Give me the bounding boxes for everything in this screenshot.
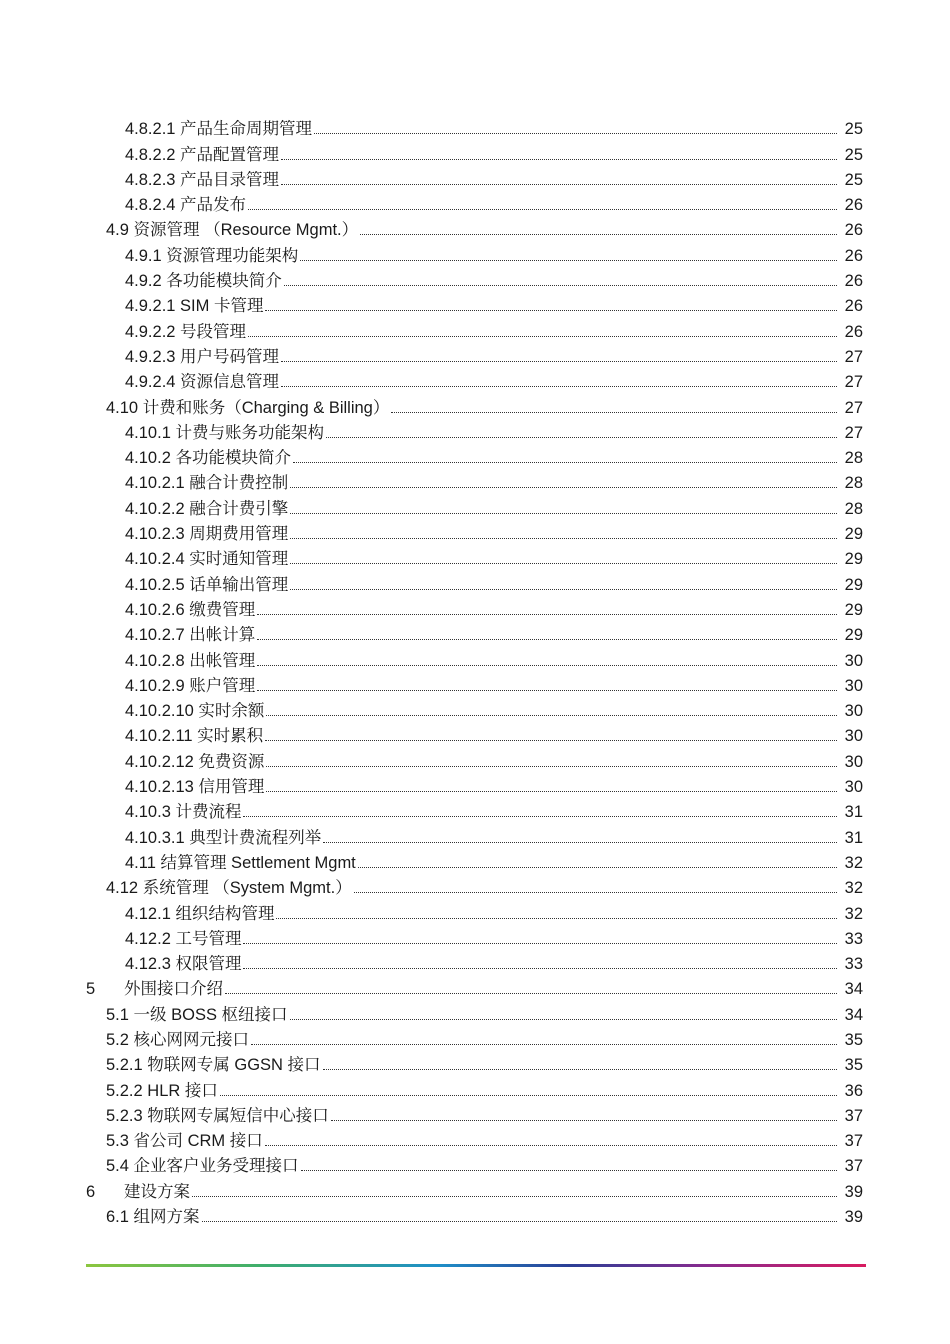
- toc-title-text: 4.12.3 权限管理: [125, 955, 242, 974]
- toc-page-number: 32: [844, 853, 863, 872]
- toc-page-number: 31: [844, 803, 863, 822]
- toc-dot-leader: [293, 462, 837, 463]
- toc-title-text: 4.9.2.2 号段管理: [125, 322, 247, 341]
- toc-title-text: 4.9.2 各功能模块简介: [125, 272, 282, 291]
- toc-entry-title: [125, 828, 321, 848]
- toc-title-text: 4.9.2.3 用户号码管理: [125, 347, 280, 366]
- toc-entry-title: [106, 878, 352, 898]
- toc-title-text: 4.8.2.1 产品生命周期管理: [125, 120, 313, 139]
- toc-entry[interactable]: [0, 1077, 950, 1102]
- toc-page-number: 32: [844, 904, 863, 923]
- toc-dot-leader: [192, 1196, 837, 1197]
- toc-page-number: 28: [844, 474, 863, 493]
- toc-page-number: 32: [844, 879, 863, 898]
- toc-entry-title: [125, 246, 298, 266]
- toc-title-text: 4.9.2.1 SIM 卡管理: [125, 297, 264, 316]
- toc-entry-title: [125, 372, 279, 392]
- toc-title-text: 4.10.2.10 实时余额: [125, 702, 265, 721]
- toc-title-text: 4.12.1 组织结构管理: [125, 904, 275, 923]
- toc-entry-title: [125, 423, 324, 443]
- toc-title-text: 5.2 核心网网元接口: [106, 1030, 250, 1049]
- toc-entry-title: [125, 499, 288, 519]
- toc-entry[interactable]: [0, 546, 950, 571]
- toc-title-text: 6.1 组网方案: [106, 1208, 200, 1227]
- toc-page-number: 27: [844, 373, 863, 392]
- toc-entry-title: [125, 347, 279, 367]
- toc-entry-title: [125, 322, 246, 342]
- toc-dot-leader: [202, 1221, 837, 1222]
- toc-chapter-number: 5: [86, 980, 96, 999]
- toc-dot-leader: [266, 791, 837, 792]
- toc-page-number: 25: [844, 120, 863, 139]
- toc-title-text: 4.10.2.12 免费资源: [125, 752, 265, 771]
- toc-dot-leader: [290, 563, 837, 564]
- toc-dot-leader: [331, 1120, 837, 1121]
- toc-title-text: 4.10.3 计费流程: [125, 803, 242, 822]
- toc-entry[interactable]: [0, 1027, 950, 1052]
- toc-entry-title: [125, 777, 264, 797]
- toc-entry[interactable]: [0, 1103, 950, 1128]
- toc-page-number: 35: [844, 1030, 863, 1049]
- toc-title-text: 4.10.2.8 出帐管理: [125, 651, 256, 670]
- toc-dot-leader: [266, 766, 837, 767]
- toc-entry-title: [125, 651, 255, 671]
- toc-title-text: 4.8.2.2 产品配置管理: [125, 145, 280, 164]
- toc-entry-title: [125, 524, 288, 544]
- toc-entry-title: [106, 398, 389, 418]
- toc-entry[interactable]: [0, 774, 950, 799]
- toc-entry[interactable]: [0, 1052, 950, 1077]
- toc-dot-leader: [284, 285, 837, 286]
- toc-page-number: 27: [844, 398, 863, 417]
- toc-title-text: 4.10.3.1 典型计费流程列举: [125, 828, 322, 847]
- toc-entry-title: [125, 195, 246, 215]
- toc-dot-leader: [265, 740, 837, 741]
- toc-page-number: 25: [844, 170, 863, 189]
- toc-entry-title: [125, 473, 288, 493]
- toc-page-number: 31: [844, 828, 863, 847]
- toc-title-text: 5.4 企业客户业务受理接口: [106, 1157, 299, 1176]
- toc-entry[interactable]: [0, 1153, 950, 1178]
- toc-dot-leader: [300, 260, 837, 261]
- toc-entry-title: [125, 145, 279, 165]
- toc-entry[interactable]: [0, 445, 950, 470]
- toc-title-text: 4.10.2.5 话单输出管理: [125, 575, 289, 594]
- toc-entry-title: [125, 625, 255, 645]
- toc-page-number: 30: [844, 702, 863, 721]
- toc-title-text: 5.2.1 物联网专属 GGSN 接口: [106, 1056, 321, 1075]
- toc-entry[interactable]: [0, 192, 950, 217]
- toc-entry-title: [106, 1030, 249, 1050]
- toc-entry-title: [86, 1182, 190, 1202]
- toc-dot-leader: [243, 816, 837, 817]
- toc-page-number: 30: [844, 651, 863, 670]
- toc-entry[interactable]: [0, 167, 950, 192]
- toc-entry[interactable]: [0, 824, 950, 849]
- toc-entry-title: [125, 904, 274, 924]
- toc-entry[interactable]: [0, 394, 950, 419]
- toc-entry-title: [125, 549, 288, 569]
- toc-entry[interactable]: [0, 723, 950, 748]
- toc-title-text: 4.9.2.4 资源信息管理: [125, 373, 280, 392]
- toc-title-text: 4.8.2.4 产品发布: [125, 196, 247, 215]
- toc-page-number: 29: [844, 600, 863, 619]
- toc-dot-leader: [290, 1019, 837, 1020]
- toc-entry-title: [125, 752, 264, 772]
- toc-entry-title: [106, 220, 358, 240]
- toc-entry[interactable]: [0, 116, 950, 141]
- toc-title-text: 4.9.1 资源管理功能架构: [125, 246, 299, 265]
- toc-dot-leader: [360, 234, 837, 235]
- toc-title-text: 4.10.2.13 信用管理: [125, 778, 265, 797]
- toc-page-number: 39: [844, 1208, 863, 1227]
- toc-page-number: 34: [844, 1005, 863, 1024]
- toc-entry-title: [106, 1005, 288, 1025]
- toc-entry-title: [125, 600, 255, 620]
- toc-entry[interactable]: [0, 571, 950, 596]
- toc-entry[interactable]: [0, 318, 950, 343]
- toc-page-number: 26: [844, 246, 863, 265]
- toc-dot-leader: [220, 1095, 837, 1096]
- toc-title-text: 建设方案: [124, 1182, 190, 1201]
- toc-entry-title: [125, 726, 263, 746]
- toc-dot-leader: [290, 513, 837, 514]
- toc-title-text: 4.10.2.11 实时累积: [125, 727, 264, 746]
- toc-entry[interactable]: [0, 1001, 950, 1026]
- toc-entry[interactable]: [0, 748, 950, 773]
- toc-dot-leader: [243, 943, 837, 944]
- toc-page-number: 37: [844, 1132, 863, 1151]
- toc-page-number: 28: [844, 499, 863, 518]
- toc-entry[interactable]: [0, 875, 950, 900]
- toc-entry-title: [125, 119, 312, 139]
- toc-title-text: 4.10 计费和账务（Charging & Billing）: [106, 398, 390, 417]
- toc-chapter-number: 6: [86, 1182, 96, 1201]
- toc-page-number: 37: [844, 1106, 863, 1125]
- toc-page-number: 34: [844, 980, 863, 999]
- toc-page-number: 26: [844, 322, 863, 341]
- toc-page-number: 33: [844, 929, 863, 948]
- toc-dot-leader: [266, 715, 837, 716]
- toc-title-text: 4.10.2.9 账户管理: [125, 676, 256, 695]
- toc-dot-leader: [257, 665, 837, 666]
- toc-title-text: 4.10.2.2 融合计费引擎: [125, 499, 289, 518]
- toc-entry[interactable]: [0, 597, 950, 622]
- toc-title-text: 4.10.2.1 融合计费控制: [125, 474, 289, 493]
- toc-page-number: 30: [844, 727, 863, 746]
- toc-dot-leader: [257, 614, 837, 615]
- toc-page-number: 30: [844, 778, 863, 797]
- toc-title-text: 4.10.2.3 周期费用管理: [125, 525, 289, 544]
- toc-entry-title: [106, 1131, 263, 1151]
- toc-title-text: 4.10.2.4 实时通知管理: [125, 550, 289, 569]
- toc-page-number: 33: [844, 955, 863, 974]
- toc-dot-leader: [225, 993, 837, 994]
- toc-page-number: 30: [844, 676, 863, 695]
- toc-entry[interactable]: [0, 1128, 950, 1153]
- toc-entry-title: [125, 929, 241, 949]
- toc-page-number: 25: [844, 145, 863, 164]
- toc-title-text: 5.1 一级 BOSS 枢纽接口: [106, 1005, 288, 1024]
- toc-entry-title: [125, 575, 288, 595]
- toc-entry[interactable]: [0, 521, 950, 546]
- toc-title-text: 4.10.2 各功能模块简介: [125, 449, 291, 468]
- toc-page-number: 27: [844, 423, 863, 442]
- toc-dot-leader: [281, 184, 837, 185]
- toc-page-number: 26: [844, 297, 863, 316]
- toc-title-text: 5.2.3 物联网专属短信中心接口: [106, 1106, 329, 1125]
- toc-entry[interactable]: [0, 698, 950, 723]
- toc-page-number: 29: [844, 525, 863, 544]
- toc-page-number: 37: [844, 1157, 863, 1176]
- toc-dot-leader: [290, 589, 837, 590]
- toc-dot-leader: [248, 209, 837, 210]
- toc-dot-leader: [391, 412, 837, 413]
- toc-entry[interactable]: [0, 344, 950, 369]
- toc-page-number: 28: [844, 449, 863, 468]
- toc-entry-title: [125, 271, 282, 291]
- toc-page-number: 29: [844, 575, 863, 594]
- toc-title-text: 4.11 结算管理 Settlement Mgmt: [125, 853, 356, 872]
- toc-entry-title: [106, 1207, 200, 1227]
- toc-page-number: 29: [844, 626, 863, 645]
- toc-title-text: 4.12.2 工号管理: [125, 929, 242, 948]
- toc-entry-title: [125, 676, 255, 696]
- toc-dot-leader: [276, 918, 837, 919]
- toc-title-text: 4.10.2.7 出帐计算: [125, 626, 256, 645]
- toc-dot-leader: [243, 968, 837, 969]
- toc-entry[interactable]: [0, 926, 950, 951]
- toc-entry[interactable]: [0, 242, 950, 267]
- toc-dot-leader: [314, 133, 837, 134]
- toc-title-text: 4.9 资源管理 （Resource Mgmt.）: [106, 221, 359, 240]
- toc-entry-title: [86, 979, 223, 999]
- toc-entry[interactable]: [0, 268, 950, 293]
- toc-page-number: 30: [844, 752, 863, 771]
- toc-entry-title: [106, 1156, 299, 1176]
- toc-dot-leader: [281, 386, 837, 387]
- toc-entry[interactable]: [0, 673, 950, 698]
- toc-entry[interactable]: [0, 900, 950, 925]
- toc-title-text: 5.3 省公司 CRM 接口: [106, 1132, 263, 1151]
- toc-page-number: 35: [844, 1056, 863, 1075]
- toc-title-text: 外围接口介绍: [124, 980, 223, 999]
- toc-entry-title: [106, 1055, 321, 1075]
- toc-entry-title: [125, 954, 241, 974]
- toc-title-text: 4.12 系统管理 （System Mgmt.）: [106, 879, 352, 898]
- toc-entry-title: [125, 448, 291, 468]
- toc-entry[interactable]: [0, 622, 950, 647]
- toc-entry[interactable]: [0, 1178, 950, 1203]
- toc-entry-title: [125, 170, 279, 190]
- toc-entry[interactable]: [0, 1204, 950, 1229]
- toc-entry-title: [125, 802, 241, 822]
- toc-dot-leader: [290, 487, 837, 488]
- toc-dot-leader: [265, 1145, 837, 1146]
- toc-entry-title: [106, 1081, 218, 1101]
- toc-entry[interactable]: [0, 495, 950, 520]
- toc-entry[interactable]: [0, 470, 950, 495]
- toc-dot-leader: [354, 892, 837, 893]
- toc-entry[interactable]: [0, 217, 950, 242]
- toc-entry[interactable]: [0, 850, 950, 875]
- toc-entry[interactable]: [0, 420, 950, 445]
- toc-page-number: 39: [844, 1182, 863, 1201]
- toc-page-number: 26: [844, 272, 863, 291]
- toc-entry[interactable]: [0, 976, 950, 1001]
- toc-entry[interactable]: [0, 951, 950, 976]
- toc-entry[interactable]: [0, 293, 950, 318]
- toc-dot-leader: [257, 690, 837, 691]
- toc-page-number: 36: [844, 1081, 863, 1100]
- toc-title-text: 4.10.1 计费与账务功能架构: [125, 423, 324, 442]
- toc-entry-title: [125, 853, 356, 873]
- toc-dot-leader: [290, 538, 837, 539]
- toc-page-number: 26: [844, 196, 863, 215]
- toc-entry[interactable]: [0, 799, 950, 824]
- toc-entry-title: [106, 1106, 329, 1126]
- toc-entry-title: [125, 296, 263, 316]
- toc-dot-leader: [257, 639, 837, 640]
- toc-dot-leader: [248, 336, 837, 337]
- toc-title-text: 5.2.2 HLR 接口: [106, 1081, 218, 1100]
- toc-dot-leader: [281, 361, 837, 362]
- toc-dot-leader: [358, 867, 837, 868]
- table-of-contents: [0, 116, 950, 1229]
- toc-title-text: 4.10.2.6 缴费管理: [125, 600, 256, 619]
- toc-page-number: 29: [844, 550, 863, 569]
- toc-dot-leader: [301, 1170, 837, 1171]
- toc-entry[interactable]: [0, 369, 950, 394]
- toc-entry[interactable]: [0, 141, 950, 166]
- toc-dot-leader: [323, 1069, 837, 1070]
- toc-page-number: 27: [844, 347, 863, 366]
- toc-dot-leader: [326, 437, 837, 438]
- toc-entry[interactable]: [0, 647, 950, 672]
- toc-dot-leader: [281, 159, 837, 160]
- toc-entry-title: [125, 701, 264, 721]
- toc-dot-leader: [251, 1044, 837, 1045]
- toc-page-number: 26: [844, 221, 863, 240]
- toc-dot-leader: [323, 842, 837, 843]
- toc-dot-leader: [265, 310, 837, 311]
- footer-gradient-rule: [86, 1264, 866, 1267]
- toc-title-text: 4.8.2.3 产品目录管理: [125, 170, 280, 189]
